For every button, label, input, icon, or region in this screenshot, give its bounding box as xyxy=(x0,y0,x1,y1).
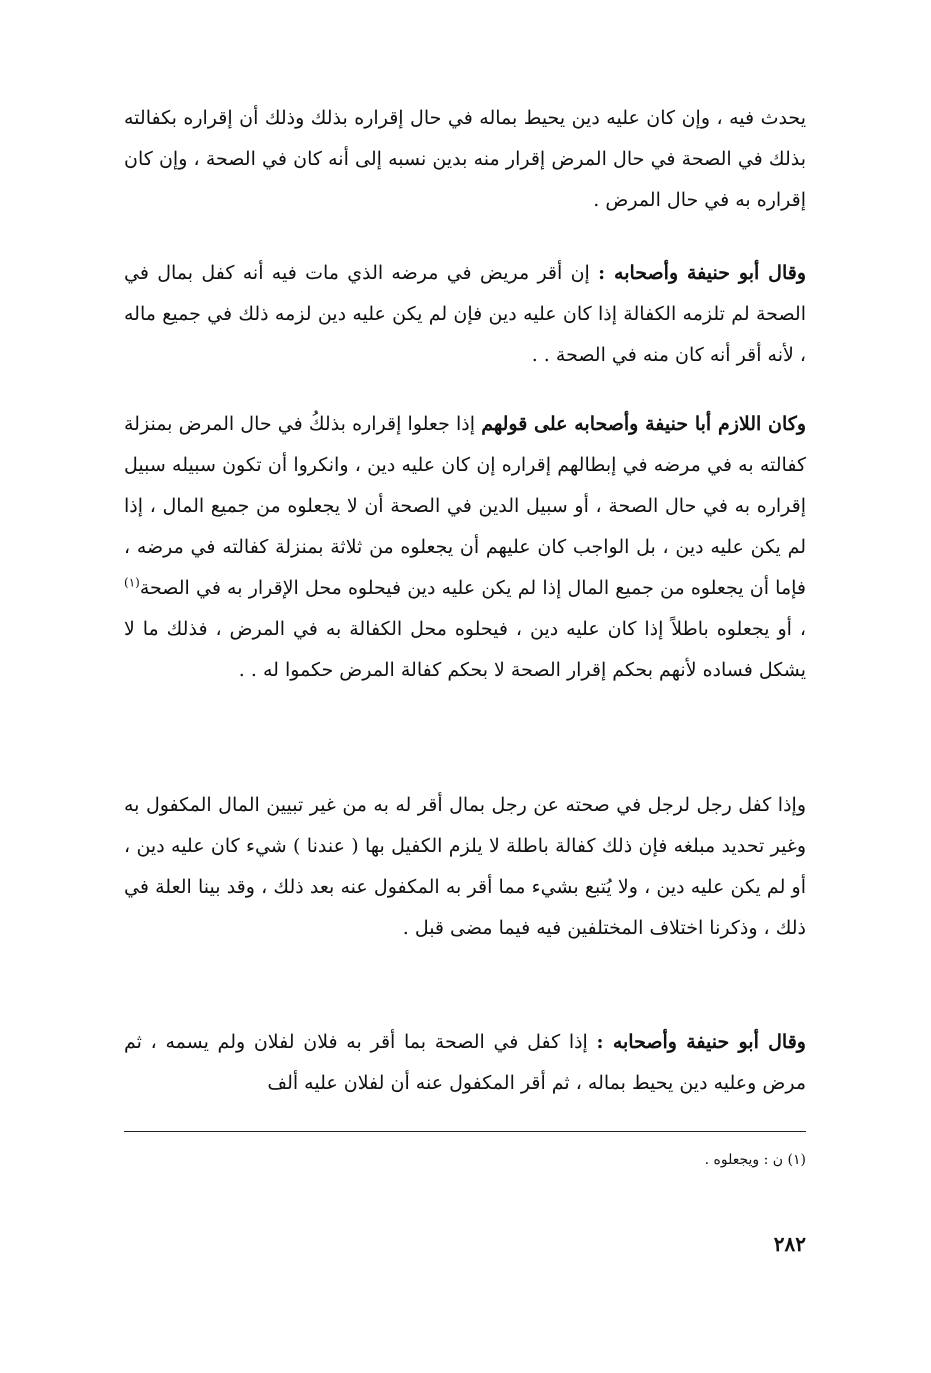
paragraph-3 xyxy=(124,404,806,691)
paragraph-1 xyxy=(124,98,806,221)
paragraph-2-lead: وقال أبو حنيفة وأصحابه : xyxy=(598,262,806,284)
paragraph-2-text: إن أقر مريض في مرضه الذي مات فيه أنه كفل بمال في الصحة لم تلزمه الكفالة إذا كان عليه دين فإن لم يكن عليه دين لزمه ذلك في جميع ماله ، لأنه أقر أنه كان منه في الصحة . . xyxy=(124,262,806,366)
footnote-divider xyxy=(124,1131,806,1132)
paragraph-3-text: إذا جعلوا إقراره بذلكُ في حال المرض بمنزلة كفالته به في مرضه في إبطالهم إقراره إن كان عليه دين ، وانكروا أن تكون سبيله سبيل إقراره به في حال الصحة ، أو سبيل الدين في الصحة أن لا يجعلوه من جميع المال ، إذا لم يكن عليه دين ، بل الواجب كان عليهم أن يجعلوه من ثلاثة بمنزلة كفالته في مرضه ، فإما أن يجعلوه من جميع المال إذا لم يكن عليه دين فيحلوه محل الإقرار به في الصحة xyxy=(124,413,806,599)
paragraph-2 xyxy=(124,253,806,376)
paragraph-3-text-after: ، أو يجعلوه باطلاً إذا كان عليه دين ، فيحلوه محل الكفالة به في المرض ، فذلك ما لا يشكل فساده لأنهم بحكم إقرار الصحة لا بحكم كفالة المرض حكموا له . . xyxy=(124,618,806,681)
paragraph-5-text: إذا كفل في الصحة بما أقر به فلان لفلان ولم يسمه ، ثم مرض وعليه دين يحيط بماله ، ثم أقر المكفول عنه أن لفلان عليه ألف xyxy=(124,1031,806,1094)
paragraph-5 xyxy=(124,1022,806,1104)
paragraph-1-text: يحدث فيه ، وإن كان عليه دين يحيط بماله في حال إقراره بذلك وذلك أن إقراره بكفالته بذلك في الصحة في حال المرض إقرار منه بدين نسبه إلى أنه كان في الصحة ، وإن كان إقراره به في حال المرض . xyxy=(124,107,806,211)
paragraph-5-lead: وقال أبو حنيفة وأصحابه : xyxy=(596,1031,806,1053)
footnote-reference: (١) xyxy=(124,575,140,590)
paragraph-3-lead: وكان اللازم أبا حنيفة وأصحابه على قولهم xyxy=(481,413,806,435)
paragraph-4 xyxy=(124,785,806,949)
paragraph-4-text: وإذا كفل رجل لرجل في صحته عن رجل بمال أقر له به من غير تبيين المال المكفول به وغير تحديد مبلغه فإن ذلك كفالة باطلة لا يلزم الكفيل بها ( عندنا ) شيء كان عليه دين ، أو لم يكن عليه دين ، ولا يُتبع بشيء مما أقر به المكفول عنه بعد ذلك ، وقد بينا العلة في ذلك ، وذكرنا اختلاف المختلفين فيه فيما مضى قبل . xyxy=(124,794,806,939)
footnote: (١) ن : ويجعلوه . xyxy=(704,1152,806,1168)
page-number: ٢٨٢ xyxy=(773,1232,806,1256)
